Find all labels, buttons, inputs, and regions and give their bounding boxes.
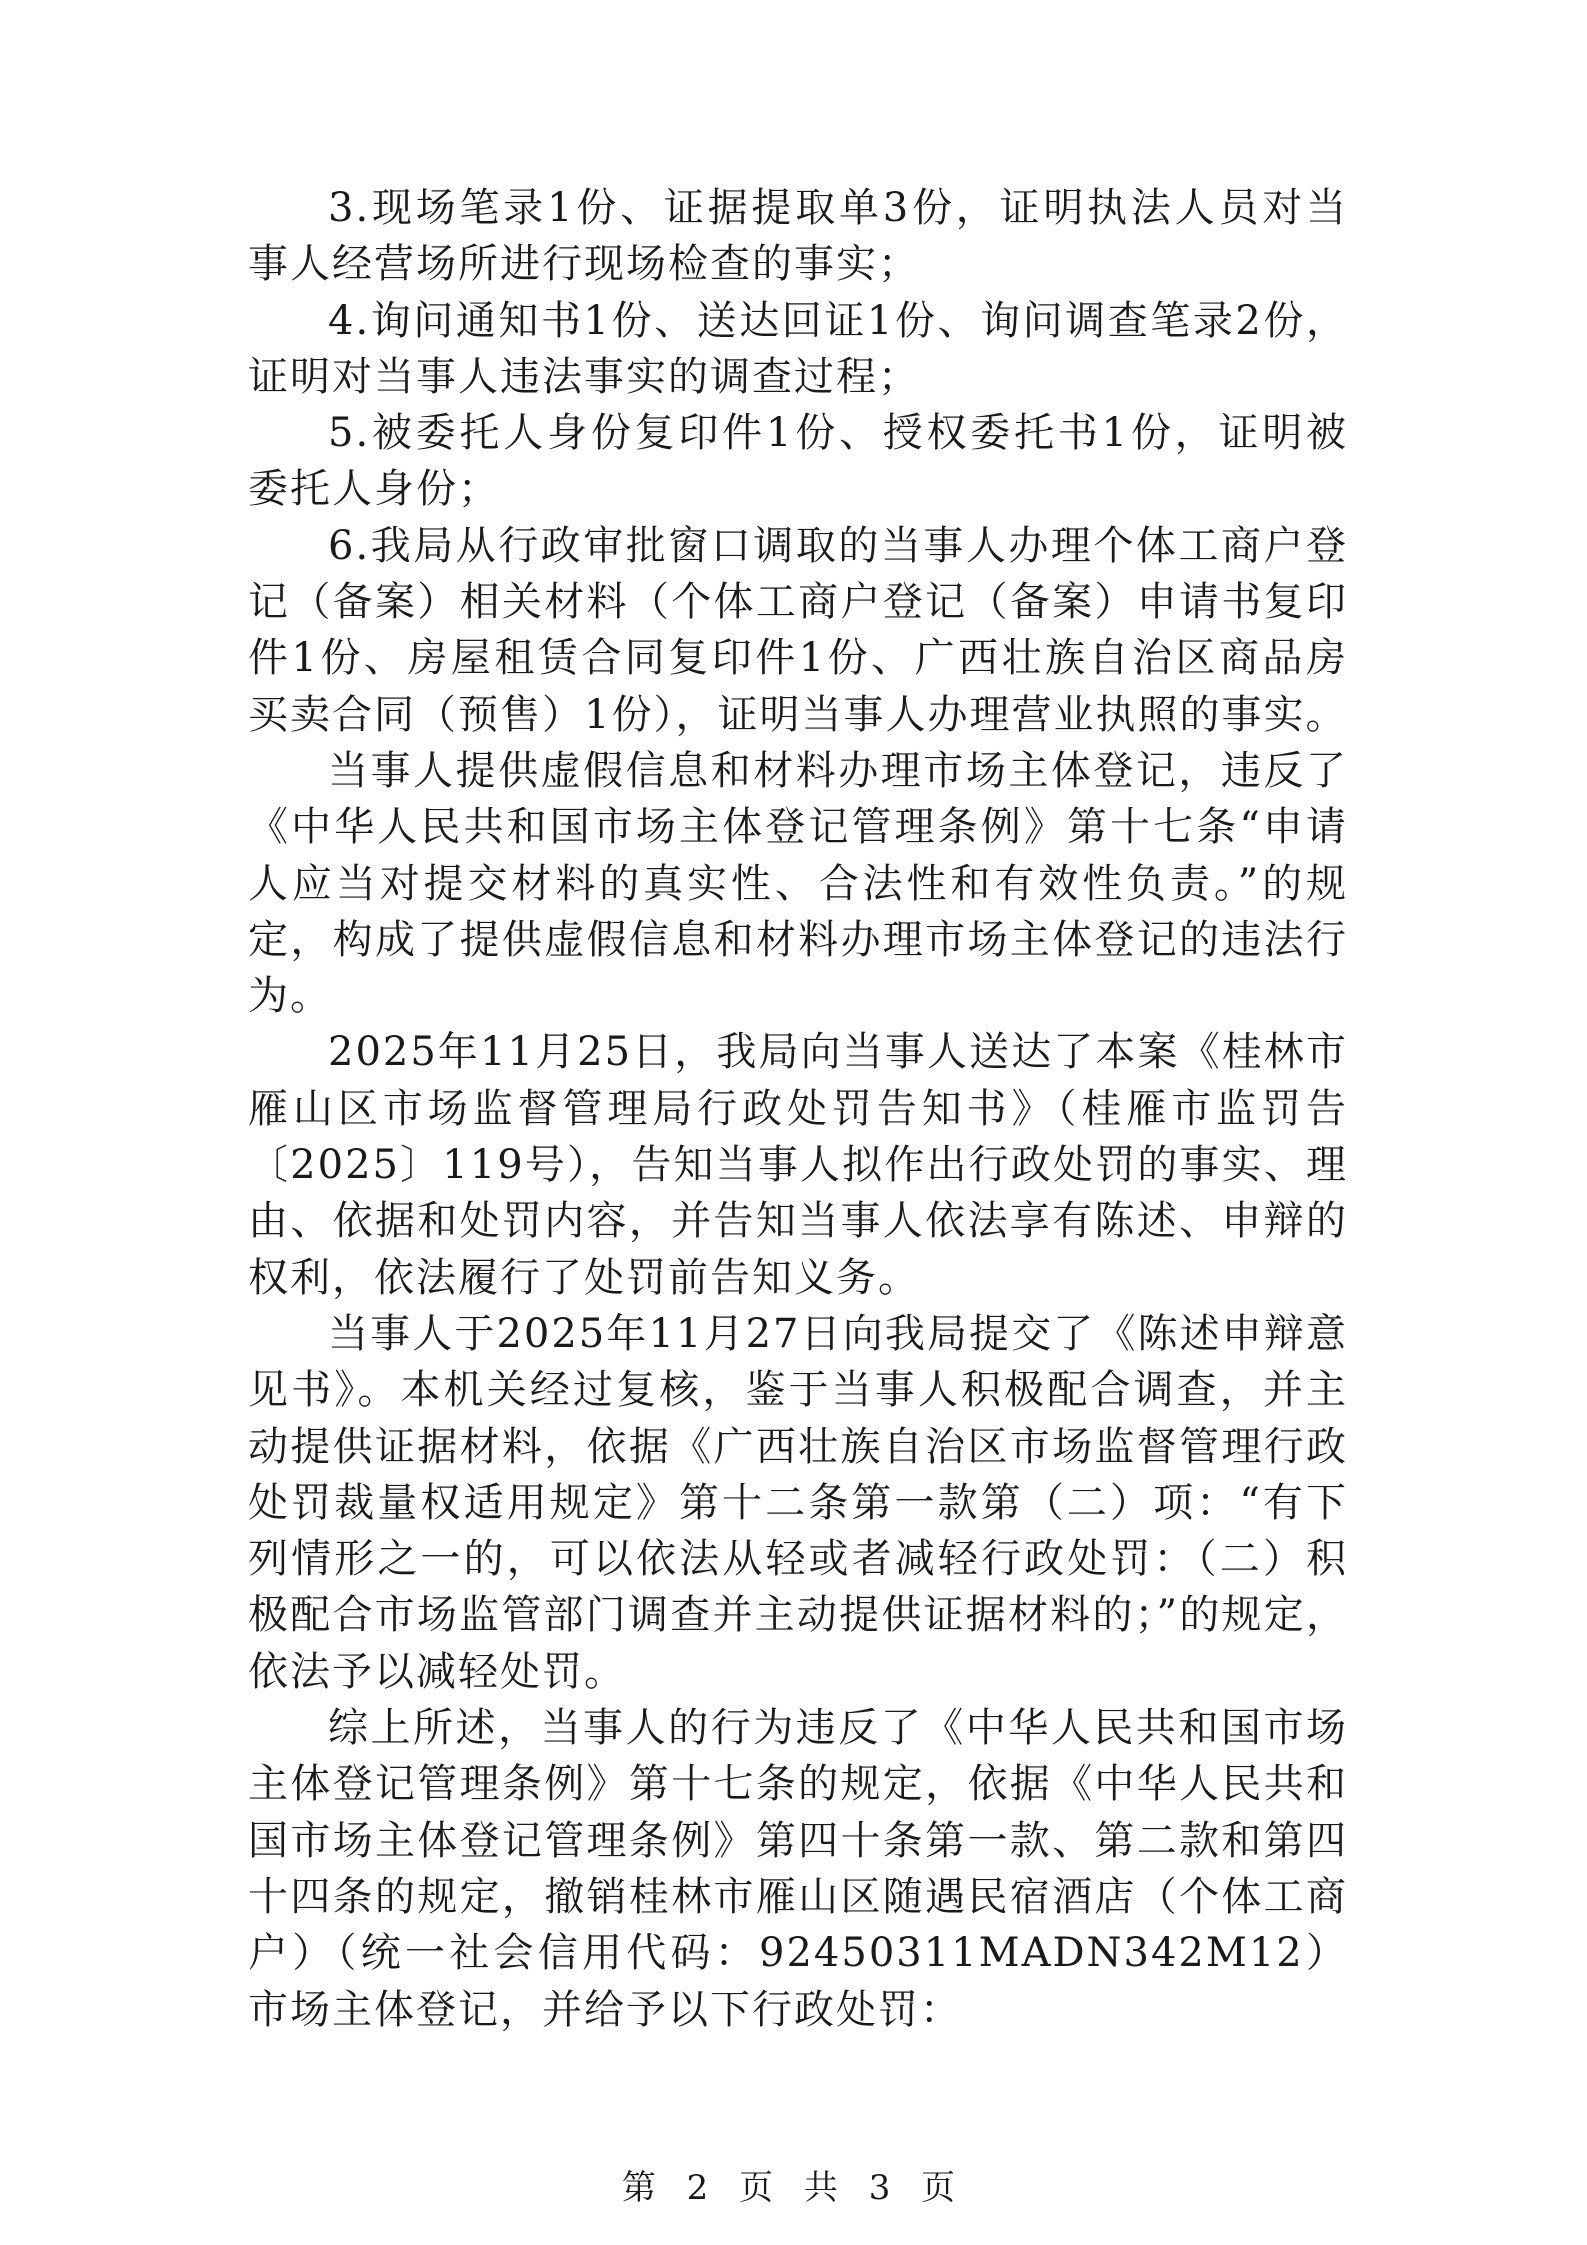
paragraph-evidence-5: 5.被委托人身份复印件1份、授权委托书1份，证明被委托人身份； [248,410,1348,513]
paragraph-conclusion: 综上所述，当事人的行为违反了《中华人民共和国市场主体登记管理条例》第十七条的规定，依据《中华人民共和国市场主体登记管理条例》第四十条第一款、第二款和第四十四条的规定，撤销桂林市雁山区随遇民宿酒店（个体工商户）（统一社会信用代码：92450311MADN342M12）市场主体登记，并给予以下行政处罚： [248,1705,1348,2033]
paragraph-violation: 当事人提供虚假信息和材料办理市场主体登记，违反了《中华人民共和国市场主体登记管理条例》第十七条“申请人应当对提交材料的真实性、合法性和有效性负责。”的规定，构成了提供虚假信息和材料办理市场主体登记的违法行为。 [248,747,1348,1020]
page-number-footer: 第 2 页 共 3 页 [621,2168,966,2208]
paragraph-evidence-4: 4.询问通知书1份、送达回证1份、询问调查笔录2份，证明对当事人违法事实的调查过程； [248,297,1348,400]
paragraph-evidence-6: 6.我局从行政审批窗口调取的当事人办理个体工商户登记（备案）相关材料（个体工商户登记（备案）申请书复印件1份、房屋租赁合同复印件1份、广西壮族自治区商品房买卖合同（预售）1份），证明当事人办理营业执照的事实。 [248,522,1348,738]
paragraph-statement-review: 当事人于2025年11月27日向我局提交了《陈述申辩意见书》。本机关经过复核，鉴于当事人积极配合调查，并主动提供证据材料，依据《广西壮族自治区市场监督管理行政处罚裁量权适用规定》第十二条第一款第（二）项：“有下列情形之一的，可以依法从轻或者减轻行政处罚：（二）积极配合市场监管部门调查并主动提供证据材料的；”的规定，依法予以减轻处罚。 [248,1310,1348,1695]
document-body [248,180,1348,2038]
paragraph-notice: 2025年11月25日，我局向当事人送达了本案《桂林市雁山区市场监督管理局行政处罚告知书》（桂雁市监罚告〔2025〕119号），告知当事人拟作出行政处罚的事实、理由、依据和处罚内容，并告知当事人依法享有陈述、申辩的权利，依法履行了处罚前告知义务。 [248,1029,1348,1301]
paragraph-evidence-3: 3.现场笔录1份、证据提取单3份，证明执法人员对当事人经营场所进行现场检查的事实； [248,185,1348,288]
